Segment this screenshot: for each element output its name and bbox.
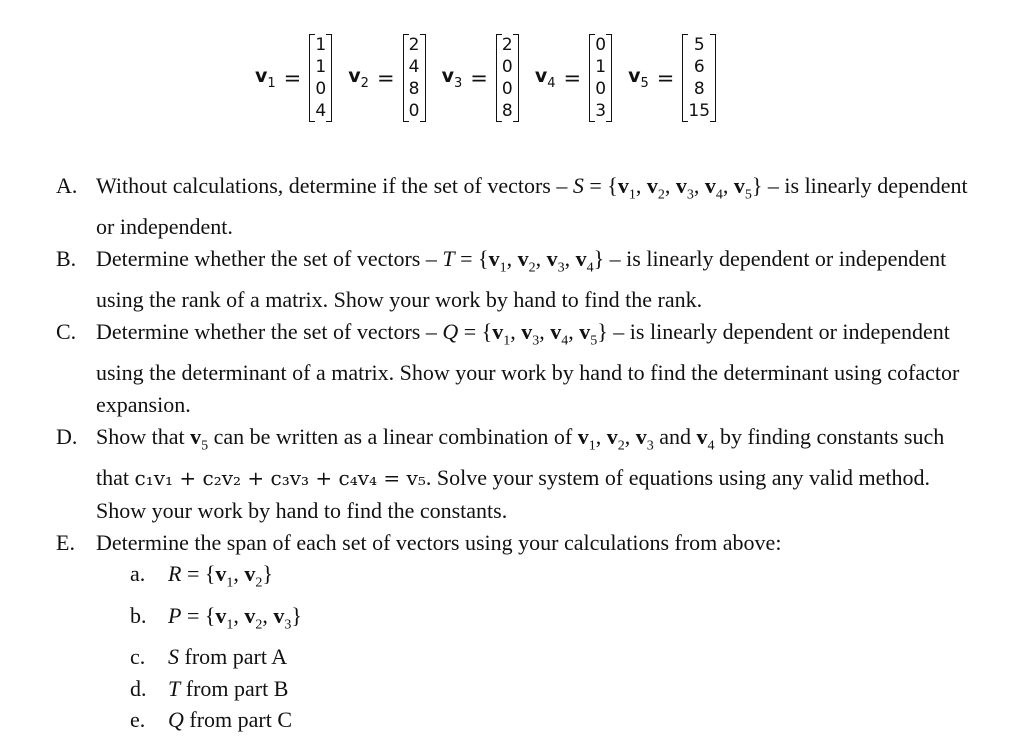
vector-name	[348, 65, 369, 91]
set-separator: ,	[539, 318, 551, 344]
vector-name	[535, 65, 556, 91]
matrix-entry: 3	[595, 101, 607, 121]
vector-letter: v	[348, 65, 361, 88]
vector-ref	[606, 423, 625, 454]
equals-sign: =	[283, 66, 302, 90]
subquestion-text	[168, 558, 273, 599]
matrix-entry: 6	[693, 57, 705, 77]
set-name: S	[168, 643, 179, 669]
subquestion-text	[168, 641, 287, 673]
vector-ref-letter: v	[244, 561, 256, 587]
vector-ref-subscript: 1	[628, 187, 636, 203]
set-separator: ,	[535, 245, 547, 271]
matrix-entry: 8	[693, 79, 705, 99]
vector-letter: v	[628, 65, 641, 88]
vector-ref	[244, 561, 263, 591]
vector-ref-subscript: 1	[588, 438, 596, 454]
vector-ref-subscript: 3	[686, 187, 694, 203]
question-b	[56, 243, 976, 316]
subquestion-text	[168, 704, 292, 736]
set-open: = {	[458, 318, 493, 344]
question-text	[96, 316, 976, 421]
vector-ref-subscript: 2	[657, 187, 665, 203]
question-label: C.	[56, 318, 77, 344]
vector-1	[255, 34, 332, 122]
set-close: }	[597, 318, 608, 344]
vector-ref-letter: v	[215, 561, 227, 587]
matrix-entry: 1	[315, 57, 327, 77]
vector-ref	[704, 173, 723, 203]
vector-ref-letter: v	[517, 245, 529, 271]
vector-ref-subscript: 3	[284, 616, 292, 632]
set-separator: ,	[693, 173, 705, 198]
subquestion-label: b.	[130, 602, 147, 628]
vector-ref-letter: v	[244, 602, 256, 628]
text-segment: from part C	[183, 707, 293, 733]
vector-ref-letter: v	[635, 423, 647, 449]
vector-ref-letter: v	[675, 173, 687, 198]
vector-ref	[550, 318, 569, 349]
vector-4	[535, 34, 612, 122]
vector-2	[348, 34, 425, 122]
subquestion-label: c.	[130, 643, 146, 669]
question-c	[56, 316, 976, 421]
text-segment: – is linearly dependent or independent using the determinant of a matrix. Show your work by hand to find the determinant using cofactor expansion.	[96, 318, 960, 417]
vector-ref	[646, 173, 665, 203]
set-separator: ,	[564, 245, 576, 271]
vector-ref-subscript: 5	[201, 438, 209, 454]
text-segment: from part B	[180, 675, 289, 701]
set-separator: ,	[568, 318, 580, 344]
vector-ref-letter: v	[696, 423, 708, 449]
set-separator: ,	[510, 318, 522, 344]
question-d	[56, 421, 976, 527]
vector-ref	[617, 173, 636, 203]
vector-ref-letter: v	[733, 173, 745, 198]
matrix-entry: 8	[501, 101, 513, 121]
set-name: Q	[168, 707, 184, 733]
vector-ref-subscript: 4	[586, 260, 594, 276]
vector-letter: v	[441, 65, 454, 88]
vector-ref-letter: v	[606, 423, 618, 449]
text-segment: Without calculations, determine if the set of vectors –	[96, 173, 573, 198]
question-label: E.	[56, 529, 75, 555]
vector-ref	[577, 423, 596, 454]
text-segment: – is linearly dependent or independent.	[96, 173, 968, 240]
set-separator: ,	[233, 602, 245, 628]
set-separator: ,	[233, 561, 245, 587]
set-separator: ,	[664, 173, 676, 198]
vector-ref-letter: v	[521, 318, 533, 344]
subquestion-e	[130, 704, 976, 736]
vector-ref-letter: v	[550, 318, 562, 344]
vector-ref	[215, 602, 234, 632]
subquestion-label: a.	[130, 561, 146, 587]
vector-ref-subscript: 4	[715, 187, 723, 203]
set-separator: ,	[506, 245, 518, 271]
text-segment: Determine whether the set of vectors –	[96, 318, 443, 344]
column-matrix	[496, 34, 519, 122]
text-segment: – is linearly dependent or independent using the rank of a matrix. Show your work by hand to find the rank.	[96, 245, 947, 313]
set-separator: ,	[722, 173, 734, 198]
vector-ref-subscript: 4	[707, 438, 715, 454]
matrix-entry: 0	[595, 35, 607, 55]
text-segment: Determine whether the set of vectors –	[96, 245, 443, 271]
set-open: = {	[181, 602, 216, 628]
vector-ref-letter: v	[579, 318, 591, 344]
vector-ref-subscript: 4	[561, 333, 569, 349]
question-text	[96, 170, 976, 243]
vector-5	[628, 34, 716, 122]
equals-sign: =	[376, 66, 395, 90]
subquestion-text	[168, 673, 288, 705]
vector-ref-letter: v	[617, 173, 629, 198]
vector-ref-letter: v	[577, 423, 589, 449]
vector-ref-subscript: 1	[226, 575, 234, 591]
set-open: = {	[583, 173, 618, 198]
vector-ref	[733, 173, 752, 203]
vector-ref	[190, 423, 209, 454]
question-text	[96, 243, 976, 316]
vector-letter: v	[255, 65, 268, 88]
list-separator: ,	[595, 423, 607, 449]
vector-ref-letter: v	[704, 173, 716, 198]
text-segment: and	[653, 423, 697, 449]
vector-ref	[517, 245, 536, 276]
set-name: T	[442, 245, 455, 271]
equals-sign: =	[656, 66, 675, 90]
list-separator: ,	[624, 423, 636, 449]
text-segment: Show that	[96, 423, 191, 449]
vector-ref	[579, 318, 598, 349]
set-name: Q	[442, 318, 459, 344]
vector-ref-subscript: 3	[557, 260, 565, 276]
subquestion-c	[130, 641, 976, 673]
vector-ref-subscript: 2	[528, 260, 536, 276]
vector-subscript: 3	[453, 75, 463, 91]
vector-ref	[273, 602, 292, 632]
matrix-entry: 2	[408, 35, 420, 55]
vector-name	[442, 65, 463, 91]
subquestion-text	[168, 600, 302, 641]
vector-ref	[675, 173, 694, 203]
vector-ref-subscript: 2	[255, 616, 263, 632]
matrix-entry: 0	[595, 79, 607, 99]
question-a	[56, 170, 976, 243]
vector-ref-subscript: 5	[744, 187, 752, 203]
subquestion-b	[130, 600, 976, 641]
set-name: R	[168, 561, 182, 587]
vector-ref-subscript: 1	[499, 260, 507, 276]
subquestion-label: d.	[130, 675, 147, 701]
matrix-entry: 1	[315, 35, 327, 55]
set-close: }	[291, 602, 302, 628]
vector-ref-subscript: 3	[646, 438, 654, 454]
subquestion-d	[130, 673, 976, 705]
column-matrix	[682, 34, 716, 122]
vector-ref-subscript: 2	[617, 438, 625, 454]
vector-ref-letter: v	[190, 423, 202, 449]
vector-ref-letter: v	[273, 602, 285, 628]
set-name: S	[572, 173, 584, 198]
vector-ref-subscript: 1	[226, 616, 234, 632]
vector-ref-subscript: 1	[503, 333, 511, 349]
matrix-entry: 8	[408, 79, 420, 99]
linear-combination-equation: c₁v₁ + c₂v₂ + c₃v₃ + c₄v₄ = v₅	[134, 465, 426, 490]
vector-ref-letter: v	[646, 173, 658, 198]
vector-subscript: 1	[267, 75, 276, 91]
question-e	[56, 527, 976, 559]
matrix-entry: 0	[501, 79, 513, 99]
matrix-entry: 4	[408, 57, 420, 77]
column-matrix	[309, 34, 332, 122]
vector-ref	[244, 602, 263, 632]
matrix-entry: 1	[595, 57, 607, 77]
column-matrix	[589, 34, 612, 122]
question-text: Determine the span of each set of vectors using your calculations from above:	[96, 529, 782, 555]
vector-definitions	[255, 34, 716, 122]
question-label: B.	[56, 245, 77, 271]
vector-ref	[488, 245, 507, 276]
set-name: P	[168, 602, 182, 628]
vector-subscript: 2	[360, 75, 369, 91]
vector-ref	[492, 318, 511, 349]
vector-ref	[521, 318, 540, 349]
equals-sign: =	[563, 66, 582, 90]
vector-ref-letter: v	[488, 245, 500, 271]
vector-ref	[696, 423, 715, 454]
question-list	[56, 170, 976, 736]
vector-subscript: 4	[547, 75, 556, 91]
vector-ref-letter: v	[215, 602, 227, 628]
vector-ref	[575, 245, 594, 276]
vector-ref	[635, 423, 654, 454]
vector-ref-letter: v	[546, 245, 558, 271]
vector-name	[628, 65, 649, 91]
matrix-entry: 0	[315, 79, 327, 99]
set-separator: ,	[262, 602, 274, 628]
set-separator: ,	[635, 173, 647, 198]
vector-ref	[215, 561, 234, 591]
text-segment: by finding constants such that	[96, 423, 945, 490]
vector-3	[442, 34, 519, 122]
matrix-entry: 2	[501, 35, 513, 55]
matrix-entry: 0	[408, 101, 420, 121]
question-label: A.	[56, 173, 78, 198]
vector-ref	[546, 245, 565, 276]
matrix-entry: 0	[501, 57, 513, 77]
vector-ref-subscript: 3	[532, 333, 540, 349]
vector-name	[255, 65, 276, 91]
column-matrix	[403, 34, 426, 122]
set-close: }	[262, 561, 273, 587]
matrix-entry: 4	[315, 101, 327, 121]
set-close: }	[751, 173, 763, 198]
subquestion-a	[130, 558, 976, 599]
vector-ref-subscript: 2	[255, 575, 263, 591]
text-segment: can be written as a linear combination of	[208, 423, 578, 449]
vector-ref-subscript: 5	[590, 333, 598, 349]
equals-sign: =	[470, 66, 488, 90]
matrix-entry: 15	[688, 101, 711, 121]
vector-letter: v	[534, 65, 548, 88]
vector-ref-letter: v	[575, 245, 587, 271]
text-segment: . Solve your system of equations using any valid method. Show your work by hand to find the constants.	[96, 464, 930, 523]
vector-subscript: 5	[640, 75, 649, 91]
question-text	[96, 421, 976, 527]
matrix-entry: 5	[693, 35, 705, 55]
set-open: = {	[454, 245, 489, 271]
vector-ref-letter: v	[492, 318, 504, 344]
text-segment: from part A	[179, 643, 288, 669]
question-label: D.	[56, 423, 78, 449]
set-open: = {	[181, 561, 216, 587]
set-name: T	[168, 675, 181, 701]
set-close: }	[593, 245, 605, 271]
subquestion-label: e.	[130, 707, 146, 733]
